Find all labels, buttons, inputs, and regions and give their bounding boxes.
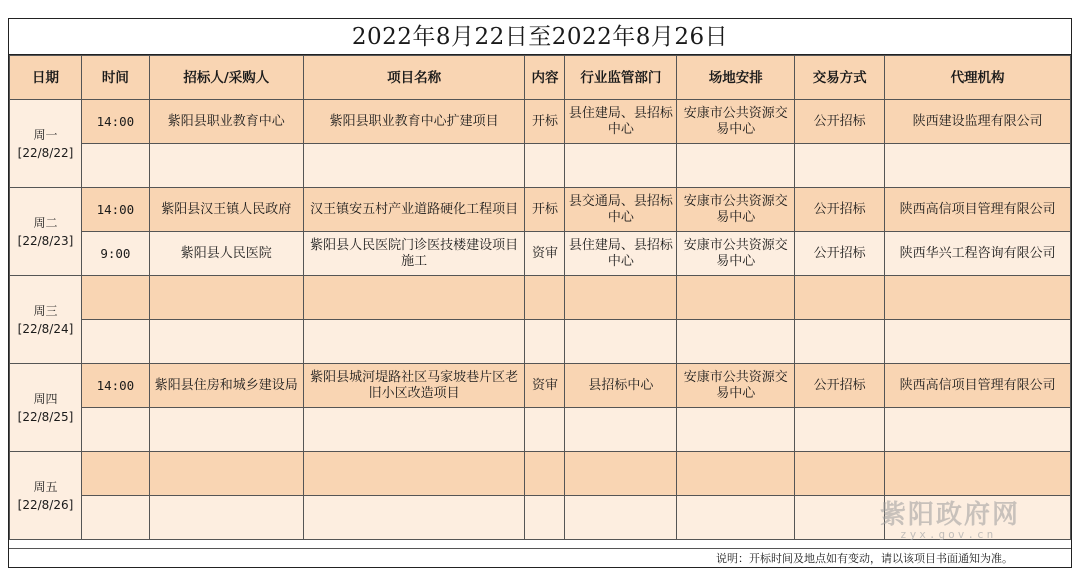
table-row xyxy=(10,364,1071,408)
cell-buyer xyxy=(149,320,303,364)
column-header: 内容 xyxy=(525,56,565,100)
column-header: 场地安排 xyxy=(677,56,795,100)
cell-dept: 县住建局、县招标中心 xyxy=(565,100,677,144)
day-cell xyxy=(10,100,82,188)
cell-project: 汉王镇安五村产业道路硬化工程项目 xyxy=(303,188,525,232)
cell-venue xyxy=(677,496,795,540)
day-label: 周三 xyxy=(33,303,58,318)
watermark-url: zyx.gov.cn xyxy=(900,528,997,541)
cell-method: 公开招标 xyxy=(795,232,885,276)
cell-dept: 县住建局、县招标中心 xyxy=(565,232,677,276)
cell-buyer: 紫阳县人民医院 xyxy=(149,232,303,276)
cell-dept: 县招标中心 xyxy=(565,364,677,408)
cell-content xyxy=(525,452,565,496)
table-row xyxy=(10,452,1071,496)
column-header: 招标人/采购人 xyxy=(149,56,303,100)
cell-buyer: 紫阳县住房和城乡建设局 xyxy=(149,364,303,408)
cell-method xyxy=(795,144,885,188)
cell-buyer xyxy=(149,276,303,320)
column-header: 交易方式 xyxy=(795,56,885,100)
table-row xyxy=(10,144,1071,188)
cell-project: 紫阳县人民医院门诊医技楼建设项目施工 xyxy=(303,232,525,276)
cell-method: 公开招标 xyxy=(795,100,885,144)
cell-dept xyxy=(565,496,677,540)
cell-venue: 安康市公共资源交易中心 xyxy=(677,188,795,232)
day-date: [22/8/26] xyxy=(17,497,74,512)
cell-buyer xyxy=(149,408,303,452)
cell-dept xyxy=(565,144,677,188)
cell-content xyxy=(525,408,565,452)
cell-agency xyxy=(885,452,1071,496)
cell-time: 9:00 xyxy=(81,232,149,276)
cell-buyer: 紫阳县汉王镇人民政府 xyxy=(149,188,303,232)
cell-agency: 陕西高信项目管理有限公司 xyxy=(885,188,1071,232)
cell-time: 14:00 xyxy=(81,100,149,144)
column-header: 项目名称 xyxy=(303,56,525,100)
table-row xyxy=(10,408,1071,452)
cell-buyer xyxy=(149,452,303,496)
cell-content xyxy=(525,496,565,540)
cell-method xyxy=(795,276,885,320)
cell-content xyxy=(525,320,565,364)
column-header: 时间 xyxy=(81,56,149,100)
cell-project xyxy=(303,408,525,452)
day-label: 周五 xyxy=(33,479,58,494)
cell-dept xyxy=(565,276,677,320)
cell-buyer: 紫阳县职业教育中心 xyxy=(149,100,303,144)
cell-buyer xyxy=(149,496,303,540)
cell-time xyxy=(81,408,149,452)
cell-agency xyxy=(885,408,1071,452)
day-date: [22/8/23] xyxy=(17,233,74,248)
day-cell xyxy=(10,188,82,276)
day-label: 周一 xyxy=(33,127,58,142)
table-row xyxy=(10,188,1071,232)
cell-venue: 安康市公共资源交易中心 xyxy=(677,100,795,144)
day-cell xyxy=(10,276,82,364)
footer-note: 说明：开标时间及地点如有变动，请以该项目书面通知为准。 xyxy=(9,548,1071,567)
schedule-sheet xyxy=(8,18,1072,568)
cell-content xyxy=(525,276,565,320)
day-date: [22/8/22] xyxy=(17,145,74,160)
cell-venue xyxy=(677,320,795,364)
cell-project xyxy=(303,496,525,540)
header-row xyxy=(10,56,1071,100)
schedule-table xyxy=(9,55,1071,540)
cell-content: 开标 xyxy=(525,100,565,144)
day-label: 周四 xyxy=(33,391,58,406)
cell-agency: 陕西建设监理有限公司 xyxy=(885,100,1071,144)
day-cell xyxy=(10,452,82,540)
cell-venue xyxy=(677,276,795,320)
cell-project xyxy=(303,144,525,188)
table-row xyxy=(10,320,1071,364)
cell-time xyxy=(81,320,149,364)
cell-method xyxy=(795,320,885,364)
cell-project: 紫阳县职业教育中心扩建项目 xyxy=(303,100,525,144)
cell-agency xyxy=(885,276,1071,320)
cell-dept xyxy=(565,320,677,364)
cell-venue xyxy=(677,452,795,496)
cell-dept: 县交通局、县招标中心 xyxy=(565,188,677,232)
cell-method: 公开招标 xyxy=(795,364,885,408)
table-row xyxy=(10,100,1071,144)
cell-dept xyxy=(565,408,677,452)
day-label: 周二 xyxy=(33,215,58,230)
day-cell xyxy=(10,364,82,452)
cell-project: 紫阳县城河堤路社区马家坡巷片区老旧小区改造项目 xyxy=(303,364,525,408)
cell-time xyxy=(81,452,149,496)
cell-content: 资审 xyxy=(525,232,565,276)
cell-agency: 陕西高信项目管理有限公司 xyxy=(885,364,1071,408)
watermark-logo: 紫阳政府网 xyxy=(880,500,1021,530)
cell-method xyxy=(795,408,885,452)
cell-dept xyxy=(565,452,677,496)
cell-venue: 安康市公共资源交易中心 xyxy=(677,232,795,276)
cell-agency xyxy=(885,144,1071,188)
table-row xyxy=(10,232,1071,276)
cell-project xyxy=(303,320,525,364)
cell-buyer xyxy=(149,144,303,188)
cell-agency xyxy=(885,320,1071,364)
table-row xyxy=(10,276,1071,320)
column-header: 代理机构 xyxy=(885,56,1071,100)
cell-time: 14:00 xyxy=(81,364,149,408)
cell-venue xyxy=(677,144,795,188)
cell-project xyxy=(303,452,525,496)
cell-method xyxy=(795,496,885,540)
column-header: 行业监管部门 xyxy=(565,56,677,100)
cell-venue: 安康市公共资源交易中心 xyxy=(677,364,795,408)
schedule-title: 2022年8月22日至2022年8月26日 xyxy=(9,19,1071,55)
cell-method: 公开招标 xyxy=(795,188,885,232)
cell-time xyxy=(81,496,149,540)
cell-content: 资审 xyxy=(525,364,565,408)
cell-content: 开标 xyxy=(525,188,565,232)
cell-time xyxy=(81,276,149,320)
cell-project xyxy=(303,276,525,320)
cell-method xyxy=(795,452,885,496)
column-header: 日期 xyxy=(10,56,82,100)
cell-venue xyxy=(677,408,795,452)
day-date: [22/8/24] xyxy=(17,321,74,336)
cell-time xyxy=(81,144,149,188)
cell-agency: 陕西华兴工程咨询有限公司 xyxy=(885,232,1071,276)
day-date: [22/8/25] xyxy=(17,409,74,424)
cell-time: 14:00 xyxy=(81,188,149,232)
cell-content xyxy=(525,144,565,188)
